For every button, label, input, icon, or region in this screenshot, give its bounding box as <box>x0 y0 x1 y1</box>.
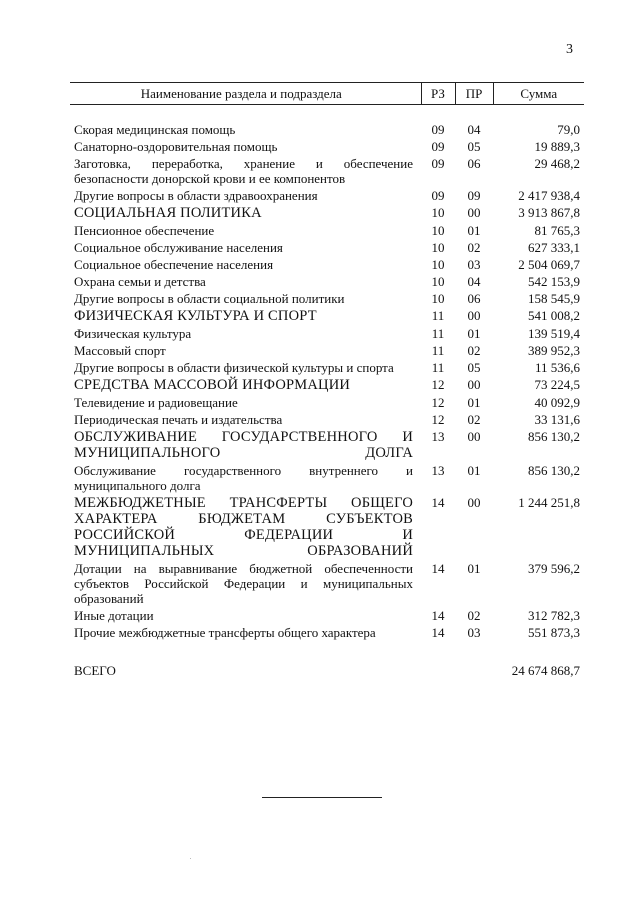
table-row <box>70 155 584 187</box>
row-sum: 2 504 069,7 <box>518 257 580 272</box>
table-row <box>70 222 584 239</box>
row-rz: 09 <box>431 156 445 171</box>
row-sum: 158 545,9 <box>528 291 580 306</box>
section-row <box>70 307 584 325</box>
row-pr: 06 <box>467 156 481 171</box>
row-rz: 10 <box>431 223 445 238</box>
total-spacer <box>70 641 584 663</box>
table-row <box>70 560 584 607</box>
row-sum: 856 130,2 <box>528 429 580 444</box>
table-body <box>70 105 584 680</box>
table-row <box>70 121 584 138</box>
row-rz: 12 <box>431 395 445 410</box>
row-sum: 1 244 251,8 <box>518 495 580 510</box>
row-pr: 01 <box>467 223 481 238</box>
row-pr: 00 <box>467 377 481 392</box>
row-pr: 09 <box>467 188 481 203</box>
row-sum: 3 913 867,8 <box>518 205 580 220</box>
row-name: Физическая культура <box>74 326 192 341</box>
table-row <box>70 273 584 290</box>
row-sum: 389 952,3 <box>528 343 580 358</box>
row-rz: 11 <box>431 343 445 358</box>
table-row <box>70 138 584 155</box>
row-name: Периодическая печать и издательства <box>74 412 283 427</box>
total-sum: 24 674 868,7 <box>511 663 580 678</box>
row-rz: 14 <box>431 608 445 623</box>
row-name: Пенсионное обеспечение <box>74 223 215 238</box>
row-name: МЕЖБЮДЖЕТНЫЕ ТРАНСФЕРТЫ ОБЩЕГО ХАРАКТЕРА БЮДЖЕТАМ СУБЪЕКТОВ РОССИЙСКОЙ ФЕДЕРАЦИИ И МУНИЦИПАЛЬНЫХ ОБРАЗОВАНИЙ <box>74 495 413 559</box>
row-rz: 09 <box>431 139 445 154</box>
row-pr: 03 <box>467 257 481 272</box>
row-pr: 01 <box>467 463 481 478</box>
row-pr: 02 <box>467 343 481 358</box>
row-name: Телевидение и радиовещание <box>74 395 238 410</box>
row-name: Прочие межбюджетные трансферты общего характера <box>74 625 376 640</box>
row-pr: 02 <box>467 240 481 255</box>
row-name: Социальное обеспечение населения <box>74 257 274 272</box>
row-rz: 12 <box>431 412 445 427</box>
row-name: Другие вопросы в области социальной политики <box>74 291 345 306</box>
row-name: ФИЗИЧЕСКАЯ КУЛЬТУРА И СПОРТ <box>74 308 317 324</box>
table-row <box>70 325 584 342</box>
row-sum: 856 130,2 <box>528 463 580 478</box>
header-pr: ПР <box>455 83 493 105</box>
row-sum: 79,0 <box>557 122 580 137</box>
row-name: СРЕДСТВА МАССОВОЙ ИНФОРМАЦИИ <box>74 377 351 393</box>
row-sum: 2 417 938,4 <box>518 188 580 203</box>
row-pr: 04 <box>467 122 481 137</box>
row-rz: 10 <box>431 291 445 306</box>
section-row <box>70 428 584 462</box>
row-name: Иные дотации <box>74 608 154 623</box>
row-pr: 00 <box>467 205 481 220</box>
row-sum: 33 131,6 <box>534 412 580 427</box>
row-name: Социальное обслуживание населения <box>74 240 283 255</box>
row-pr: 00 <box>467 495 481 510</box>
row-pr: 05 <box>467 360 481 375</box>
row-pr: 00 <box>467 308 481 323</box>
row-sum: 40 092,9 <box>534 395 580 410</box>
row-name: Скорая медицинская помощь <box>74 122 236 137</box>
row-name: Заготовка, переработка, хранение и обеспечение безопасности донорской крови и ее компонентов <box>74 156 413 186</box>
row-rz: 10 <box>431 257 445 272</box>
row-sum: 73 224,5 <box>534 377 580 392</box>
row-pr: 04 <box>467 274 481 289</box>
total-label: ВСЕГО <box>74 663 116 678</box>
row-rz: 14 <box>431 625 445 640</box>
row-rz: 14 <box>431 495 445 510</box>
header-rz: РЗ <box>421 83 455 105</box>
table-row <box>70 290 584 307</box>
total-row <box>70 663 584 679</box>
row-name: Санаторно-оздоровительная помощь <box>74 139 278 154</box>
row-rz: 13 <box>431 429 445 444</box>
table-row <box>70 187 584 204</box>
table-row <box>70 256 584 273</box>
row-sum: 11 536,6 <box>534 360 580 375</box>
row-rz: 10 <box>431 205 445 220</box>
row-rz: 09 <box>431 188 445 203</box>
row-sum: 81 765,3 <box>534 223 580 238</box>
table-row <box>70 624 584 641</box>
row-rz: 10 <box>431 240 445 255</box>
header-name: Наименование раздела и подраздела <box>70 83 421 105</box>
row-rz: 09 <box>431 122 445 137</box>
row-pr: 00 <box>467 429 481 444</box>
row-name: Другие вопросы в области здравоохранения <box>74 188 318 203</box>
row-name: Массовый спорт <box>74 343 166 358</box>
row-sum: 542 153,9 <box>528 274 580 289</box>
table-row <box>70 239 584 256</box>
row-name: Обслуживание государственного внутреннего и муниципального долга <box>74 463 413 493</box>
budget-table <box>70 82 584 679</box>
row-name: Дотации на выравнивание бюджетной обеспеченности субъектов Российской Федерации и муниципальных образований <box>74 561 413 606</box>
page-number: 3 <box>566 42 573 57</box>
row-sum: 627 333,1 <box>528 240 580 255</box>
table-header <box>70 83 584 105</box>
section-row <box>70 494 584 560</box>
row-name: СОЦИАЛЬНАЯ ПОЛИТИКА <box>74 205 262 221</box>
row-pr: 01 <box>467 326 481 341</box>
row-sum: 19 889,3 <box>534 139 580 154</box>
table-row <box>70 607 584 624</box>
row-sum: 379 596,2 <box>528 561 580 576</box>
row-rz: 11 <box>431 360 445 375</box>
row-pr: 01 <box>467 561 481 576</box>
row-pr: 03 <box>467 625 481 640</box>
row-name: Охрана семьи и детства <box>74 274 206 289</box>
row-pr: 02 <box>467 412 481 427</box>
row-sum: 29 468,2 <box>534 156 580 171</box>
row-rz: 11 <box>431 326 445 341</box>
row-sum: 312 782,3 <box>528 608 580 623</box>
row-rz: 12 <box>431 377 445 392</box>
total-rz-empty <box>421 663 455 679</box>
row-rz: 11 <box>431 308 445 323</box>
total-pr-empty <box>455 663 493 679</box>
table-row <box>70 342 584 359</box>
row-pr: 02 <box>467 608 481 623</box>
section-row <box>70 376 584 394</box>
row-name: Другие вопросы в области физической культуры и спорта <box>74 360 394 375</box>
header-sum: Сумма <box>493 83 584 105</box>
row-rz: 13 <box>431 463 445 478</box>
row-pr: 06 <box>467 291 481 306</box>
table-row <box>70 359 584 376</box>
header-spacer <box>70 105 584 122</box>
row-pr: 01 <box>467 395 481 410</box>
table-row <box>70 394 584 411</box>
table-row <box>70 462 584 494</box>
row-sum: 541 008,2 <box>528 308 580 323</box>
scan-speck <box>190 858 191 859</box>
row-rz: 14 <box>431 561 445 576</box>
row-rz: 10 <box>431 274 445 289</box>
table-row <box>70 411 584 428</box>
row-pr: 05 <box>467 139 481 154</box>
row-name: ОБСЛУЖИВАНИЕ ГОСУДАРСТВЕННОГО И МУНИЦИПАЛЬНОГО ДОЛГА <box>74 429 413 461</box>
row-sum: 139 519,4 <box>528 326 580 341</box>
section-row <box>70 204 584 222</box>
row-sum: 551 873,3 <box>528 625 580 640</box>
closing-rule <box>262 797 382 798</box>
